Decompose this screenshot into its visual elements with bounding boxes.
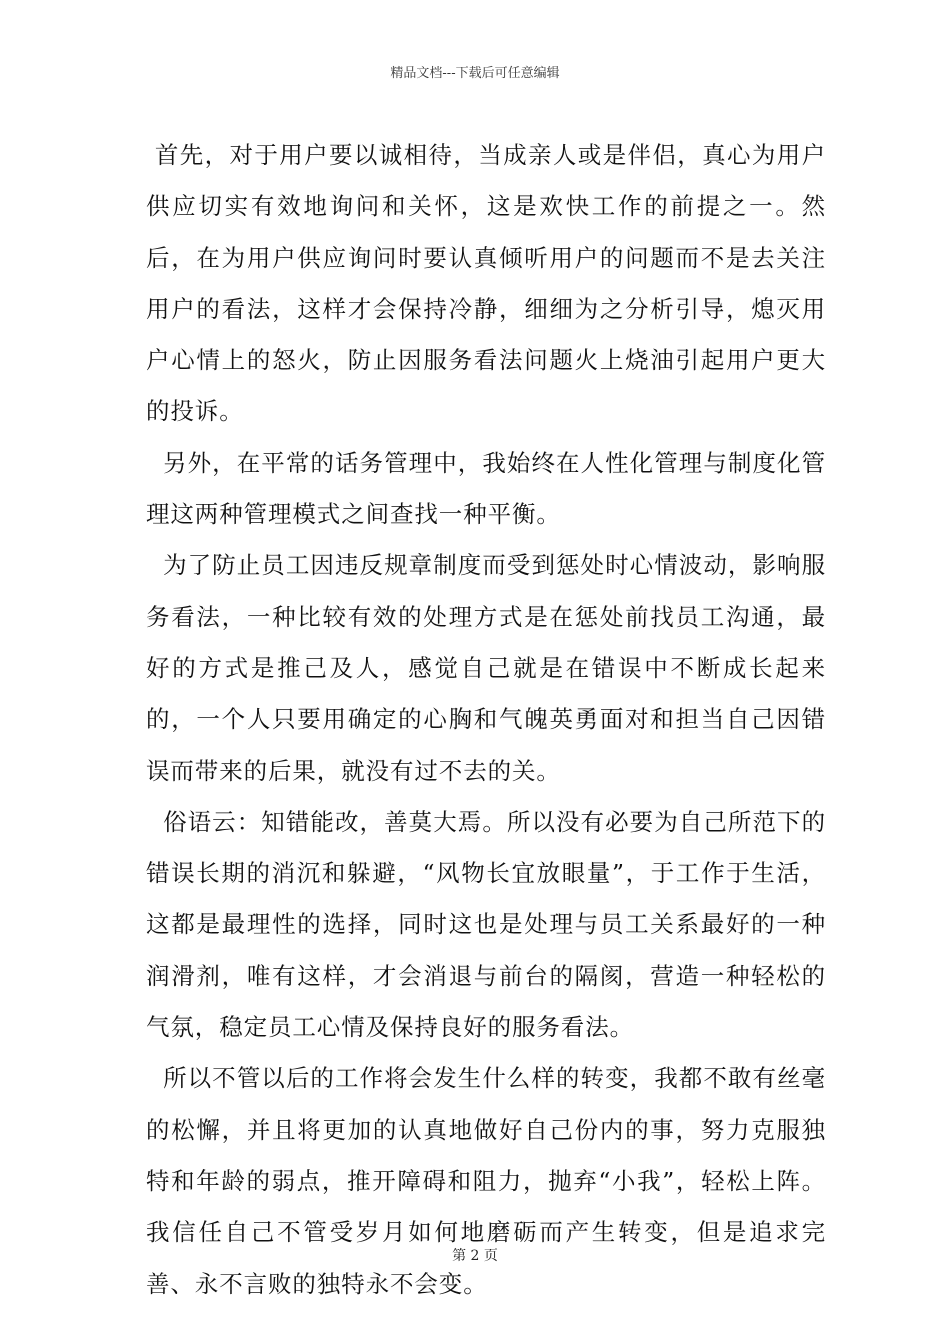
paragraph: 首先，对于用户要以诚相待，当成亲人或是伴侣，真心为用户供应切实有效地询问和关怀，这是欢快工作的前提之一。然后，在为用户供应询问时要认真倾听用户的问题而不是去关注用户的看法，这样才会保持冷静，细细为之分析引导，熄灭用户心情上的怒火，防止因服务看法问题火上烧油引起用户更大的投诉。 [146,141,826,426]
paragraph: 俗语云：知错能改，善莫大焉。所以没有必要为自己所范下的错误长期的消沉和躲避，“风物长宜放眼量”，于工作于生活，这都是最理性的选择，同时这也是处理与员工关系最好的一种润滑剂，唯有这样，才会消退与前台的隔阂，营造一种轻松的气氛，稳定员工心情及保持良好的服务看法。 [146,807,826,1042]
document-body [146,130,826,1310]
paragraph: 另外，在平常的话务管理中，我始终在人性化管理与制度化管理这两种管理模式之间查找一种平衡。 [146,448,826,529]
page-number: 第 2 页 [452,1248,498,1264]
paragraph: 所以不管以后的工作将会发生什么样的转变，我都不敢有丝毫的松懈，并且将更加的认真地做好自己份内的事，努力克服独特和年龄的弱点，推开障碍和阻力，抛弃“小我”，轻松上阵。我信任自己不管受岁月如何地磨砺而产生转变，但是追求完善、永不言败的独特永不会变。 [146,1064,826,1298]
paragraph: 为了防止员工因违反规章制度而受到惩处时心情波动，影响服务看法，一种比较有效的处理方式是在惩处前找员工沟通，最好的方式是推己及人，感觉自己就是在错误中不断成长起来的，一个人只要用确定的心胸和气魄英勇面对和担当自己因错误而带来的后果，就没有过不去的关。 [146,551,826,785]
page-header: 精品文档---下载后可任意编辑 [390,66,560,81]
